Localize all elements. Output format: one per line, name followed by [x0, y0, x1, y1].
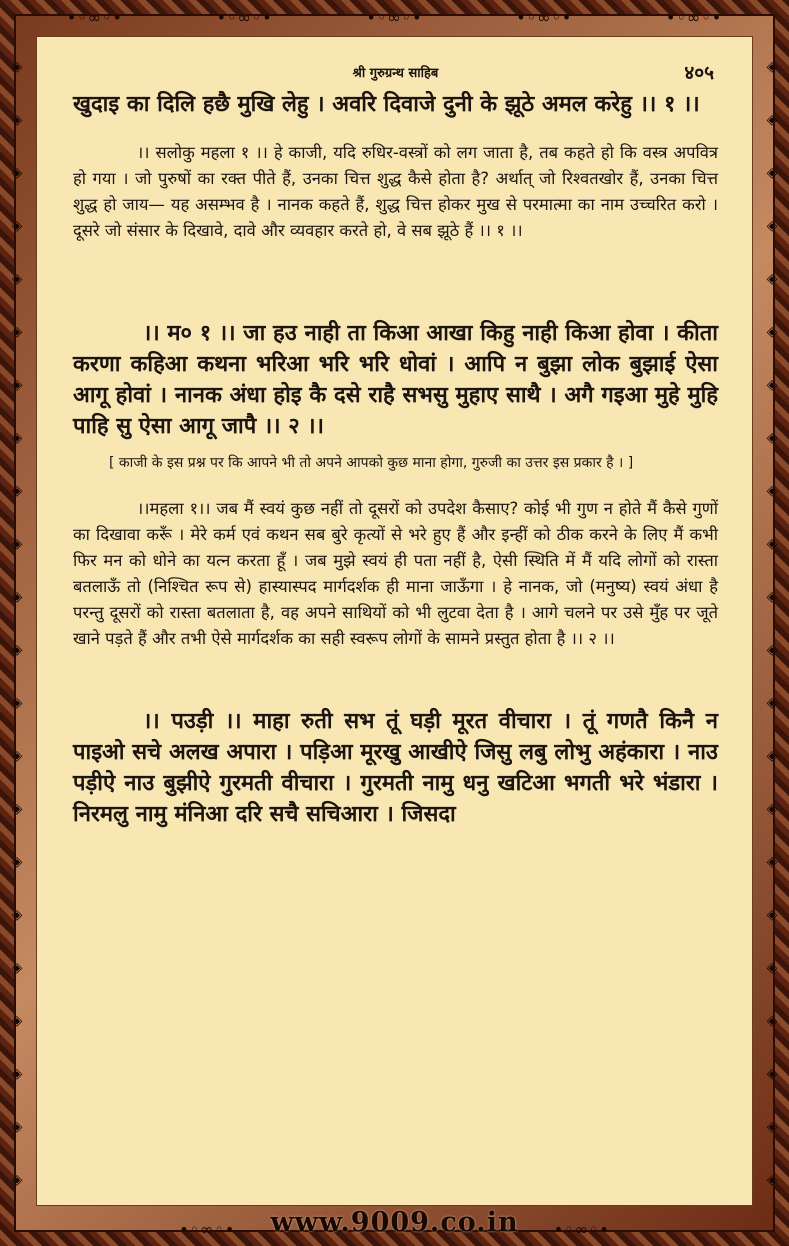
ornament-glyph: •◦∞◦•: [553, 1219, 610, 1239]
context-note: [ काजी के इस प्रश्न पर कि आपने भी तो अपने आपको कुछ माना होगा, गुरुजी का उत्तर इस प्रकार है । ]: [109, 455, 634, 471]
ornament-glyph: ◈: [11, 1118, 23, 1135]
page-number: ४०५: [684, 62, 714, 84]
ornament-glyph: ◈: [766, 323, 778, 340]
ornament-glyph: ◈: [11, 111, 23, 128]
ornament-glyph: ◈: [766, 376, 778, 393]
gurbani-pauri: ।। पउड़ी ।। माहा रुती सभ तूं घड़ी मूरत वीचारा । तूं गणतै किनै न पाइओ सचे अलख अपारा । पड़िआ मूरखु आखीऐ जिसु लबु लोभु अहंकारा । नाउ पड़ीऐ नाउ बुझीऐ गुरमती वीचारा । गुरमती नामु धनु खटिआ भगती भरे भंडारा । निरमलु नामु मंनिआ दरि सचै सचिआरा । जिसदा: [73, 709, 718, 827]
ornament-glyph: •◦∞◦•: [179, 1219, 236, 1239]
border-top-ornament: [20, 6, 769, 28]
ornament-glyph: ◈: [11, 323, 23, 340]
ornament-glyph: ◈: [766, 111, 778, 128]
ornament-glyph: ◈: [11, 1171, 23, 1188]
ornament-glyph: ◈: [11, 800, 23, 817]
ornament-glyph: ◈: [11, 1012, 23, 1029]
ornament-glyph: ◈: [11, 58, 23, 75]
ornament-glyph: ◈: [766, 1065, 778, 1082]
ornament-glyph: ◈: [766, 853, 778, 870]
ornament-glyph: ◈: [766, 588, 778, 605]
ornament-glyph: ◈: [11, 376, 23, 393]
ornament-glyph: •◦∞◦•: [516, 7, 573, 27]
ornament-glyph: ◈: [766, 164, 778, 181]
ornament-glyph: ◈: [11, 535, 23, 552]
gurbani-verse-1: खुदाइ का दिलि हछै मुखि लेहु । अवरि दिवाजे दुनी के झूठे अमल करेहु ।। १ ।।: [73, 92, 700, 117]
border-right-ornament: [761, 40, 783, 1206]
ornament-glyph: ◈: [11, 270, 23, 287]
scripture-page: [36, 36, 753, 1206]
ornament-glyph: ◈: [766, 270, 778, 287]
ornament-glyph: •◦∞◦•: [216, 7, 273, 27]
ornament-glyph: ◈: [11, 164, 23, 181]
ornament-glyph: ◈: [766, 1171, 778, 1188]
ornament-glyph: ◈: [766, 58, 778, 75]
ornament-glyph: ◈: [11, 1065, 23, 1082]
ornament-glyph: •◦∞◦•: [366, 7, 423, 27]
ornament-glyph: ◈: [766, 429, 778, 446]
ornament-glyph: ◈: [766, 1012, 778, 1029]
ornament-glyph: ◈: [11, 747, 23, 764]
ornament-glyph: ◈: [766, 641, 778, 658]
ornament-glyph: •◦∞◦•: [666, 7, 723, 27]
ornament-glyph: ◈: [766, 1118, 778, 1135]
ornament-glyph: •◦∞◦•: [66, 7, 123, 27]
gurbani-verse-2: ।। म० १ ।। जा हउ नाही ता किआ आखा किहु नाही किआ होवा । कीता करणा कहिआ कथना भरिआ भरि भरि धोवां । आपि न बुझा लोक बुझाई ऐसा आगू होवां । नानक अंधा होइ कै दसे राहै सभसु मुहाए साथै । अगै गइआ मुहे मुहि पाहि सु ऐसा आगू जापै ।। २ ।।: [73, 321, 718, 439]
ornament-glyph: ◈: [11, 588, 23, 605]
ornament-glyph: ◈: [11, 482, 23, 499]
ornament-glyph: ◈: [11, 429, 23, 446]
page-title: श्री गुरुग्रन्थ साहिब: [352, 66, 439, 81]
ornament-glyph: ◈: [766, 959, 778, 976]
ornament-glyph: ◈: [766, 694, 778, 711]
border-left-ornament: [6, 40, 28, 1206]
website-url: www.9009.co.in: [270, 1207, 519, 1238]
ornament-glyph: ◈: [766, 535, 778, 552]
ornament-glyph: ◈: [11, 694, 23, 711]
translation-1: ।। सलोकु महला १ ।। हे काजी, यदि रुधिर-वस्त्रों को लग जाता है, तब कहते हो कि वस्त्र अपवित्र हो गया । जो पुरुषों का रक्त पीते हैं, उनका चित्त शुद्ध कैसे होता है? अर्थात् जो रिश्वतखोर हैं, उनका चित्त शुद्ध हो जाय— यह असम्भव है । नानक कहते हैं, शुद्ध चित्त होकर मुख से परमात्मा का नाम उच्चरित करो । दूसरे जो संसार के दिखावे, दावे और व्यवहार करते हो, वे सब झूठे हैं ।। १ ।।: [73, 143, 718, 240]
page-header: [73, 59, 718, 89]
ornament-glyph: ◈: [766, 906, 778, 923]
ornament-glyph: ◈: [11, 641, 23, 658]
ornament-glyph: ◈: [766, 747, 778, 764]
ornament-glyph: ◈: [11, 959, 23, 976]
ornament-glyph: ◈: [11, 853, 23, 870]
ornament-glyph: ◈: [766, 217, 778, 234]
translation-2: ।।महला १।। जब मैं स्वयं कुछ नहीं तो दूसरों को उपदेश कैसाए? कोई भी गुण न होते मैं कैसे गुणों का दिखावा करूँ । मेरे कर्म एवं कथन सब बुरे कृत्यों से भरे हुए हैं और इन्हीं को ठीक करने के लिए मैं कभी फिर मन को धोने का यत्न करता हूँ । जब मुझे स्वयं ही पता नहीं है, ऐसी स्थिति में मैं यदि लोगों को रास्ता बतलाऊँ तो (निश्चित रूप से) हास्यास्पद मार्गदर्शक ही माना जाऊँगा । हे नानक, जो (मनुष्य) स्वयं अंधा है परन्तु दूसरों को रास्ता बतलाता है, वह अपने साथियों को भी लुटवा देता है । आगे चलने पर उसे मुँह पर जूते खाने पड़ते हैं और तभी ऐसे मार्गदर्शक का सही स्वरूप लोगों के सामने प्रस्तुत होता है ।। २ ।।: [73, 499, 718, 648]
ornament-glyph: ◈: [766, 482, 778, 499]
ornament-glyph: ◈: [11, 906, 23, 923]
ornament-glyph: ◈: [11, 217, 23, 234]
ornament-glyph: ◈: [766, 800, 778, 817]
